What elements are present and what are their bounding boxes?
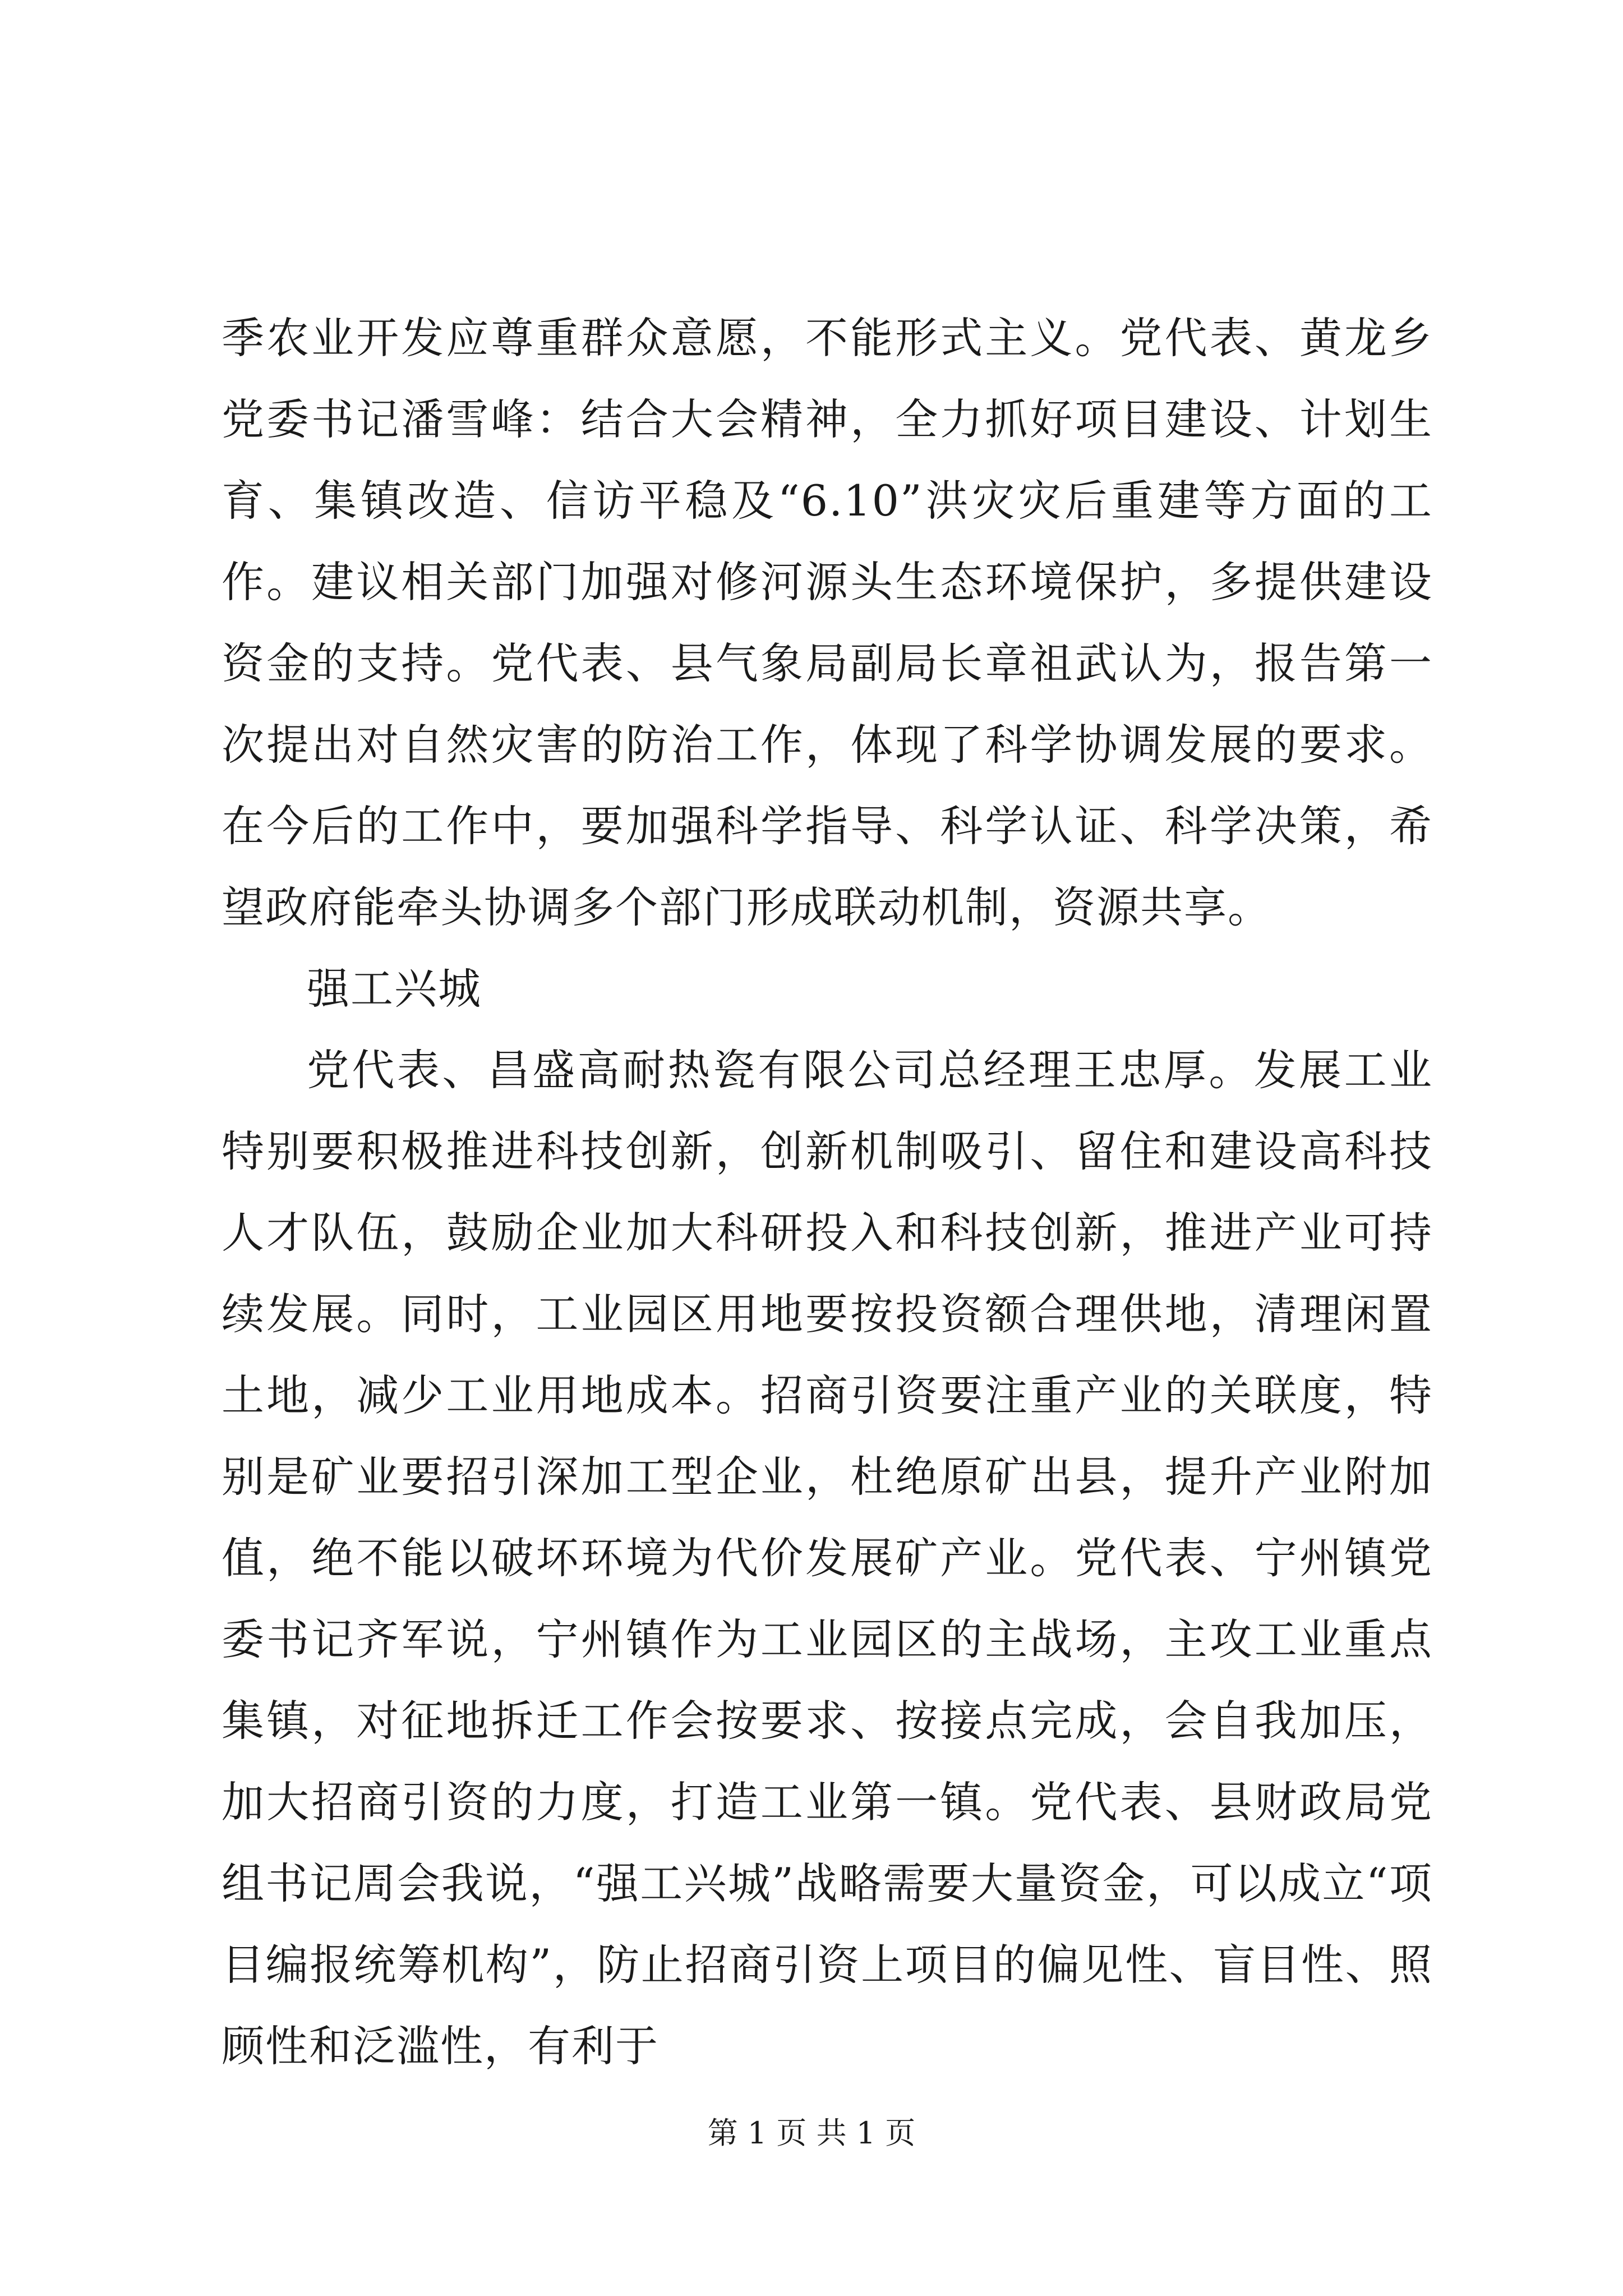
document-body bbox=[222, 297, 1433, 2087]
paragraph: 党代表、昌盛高耐热瓷有限公司总经理王忠厚。发展工业特别要积极推进科技创新，创新机制吸引、留住和建设高科技人才队伍，鼓励企业加大科研投入和科技创新，推进产业可持续发展。同时，工业园区用地要按投资额合理供地，清理闲置土地，减少工业用地成本。招商引资要注重产业的关联度，特别是矿业要招引深加工型企业，杜绝原矿出县，提升产业附加值，绝不能以破坏环境为代价发展矿产业。党代表、宁州镇党委书记齐军说，宁州镇作为工业园区的主战场，主攻工业重点集镇，对征地拆迁工作会按要求、按接点完成，会自我加压，加大招商引资的力度，打造工业第一镇。党代表、县财政局党组书记周会我说，“强工兴城”战略需要大量资金，可以成立“项目编报统筹机构”，防止招商引资上项目的偏见性、盲目性、照顾性和泛滥性，有利于 bbox=[222, 1045, 1433, 2071]
section-heading: 强工兴城 bbox=[307, 964, 482, 1014]
page-footer: 第 1 页 共 1 页 bbox=[707, 2115, 916, 2151]
paragraph-continuation: 季农业开发应尊重群众意愿，不能形式主义。党代表、黄龙乡党委书记潘雪峰：结合大会精神，全力抓好项目建设、计划生育、集镇改造、信访平稳及“6.10”洪灾灾后重建等方面的工作。建议相关部门加强对修河源头生态环境保护，多提供建设资金的支持。党代表、县气象局副局长章祖武认为，报告第一次提出对自然灾害的防治工作，体现了科学协调发展的要求。在今后的工作中，要加强科学指导、科学认证、科学决策，希望政府能牵头协调多个部门形成联动机制，资源共享。 bbox=[222, 313, 1433, 932]
